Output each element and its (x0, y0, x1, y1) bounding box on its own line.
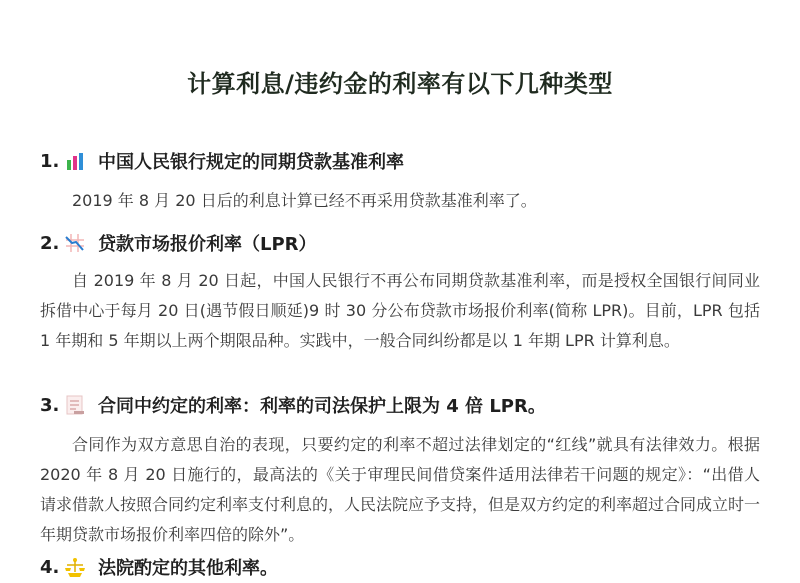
section-1-heading (40, 148, 404, 174)
section-4-heading (40, 554, 278, 580)
section-number: 3. (40, 394, 60, 416)
section-1-body: 2019 年 8 月 20 日后的利息计算已经不再采用贷款基准利率了。 (72, 191, 537, 210)
section-number: 1. (40, 150, 60, 172)
section-number: 2. (40, 232, 60, 254)
chart-decreasing-icon (64, 232, 86, 254)
section-heading-text: 法院酌定的其他利率。 (98, 558, 278, 579)
section-3-body: 合同作为双方意思自治的表现，只要约定的利率不超过法律划定的“红线”就具有法律效力。根据 2020 年 8 月 20 日施行的，最高法的《关于审理民间借贷案件适用法律若干问题的规定》：“出借人请求借款人按照合同约定利率支付利息的，人民法院应予支持，但是双方约定的利率超过合同成立时一年期贷款市场报价利率四倍的除外”。 (40, 435, 761, 544)
section-2-body: 自 2019 年 8 月 20 日起，中国人民银行不再公布同期贷款基准利率，而是授权全国银行间同业拆借中心于每月 20 日(遇节假日顺延)9 时 30 分公布贷款市场报价利率(简称 LPR)。目前，LPR 包括 1 年期和 5 年期以上两个期限品种。实践中，一般合同纠纷都是以 1 年期 LPR 计算利息。 (40, 271, 760, 350)
section-2-heading (40, 230, 317, 256)
balance-scale-icon (64, 556, 86, 578)
section-heading-text: 贷款市场报价利率（LPR） (98, 234, 317, 255)
section-heading-text: 合同中约定的利率：利率的司法保护上限为 4 倍 LPR。 (98, 396, 546, 417)
document-icon (64, 394, 86, 416)
page-title: 计算利息/违约金的利率有以下几种类型 (187, 70, 613, 98)
section-3-heading (40, 392, 546, 418)
section-number: 4. (40, 556, 60, 578)
bar-chart-icon (64, 150, 86, 172)
section-heading-text: 中国人民银行规定的同期贷款基准利率 (98, 152, 404, 173)
